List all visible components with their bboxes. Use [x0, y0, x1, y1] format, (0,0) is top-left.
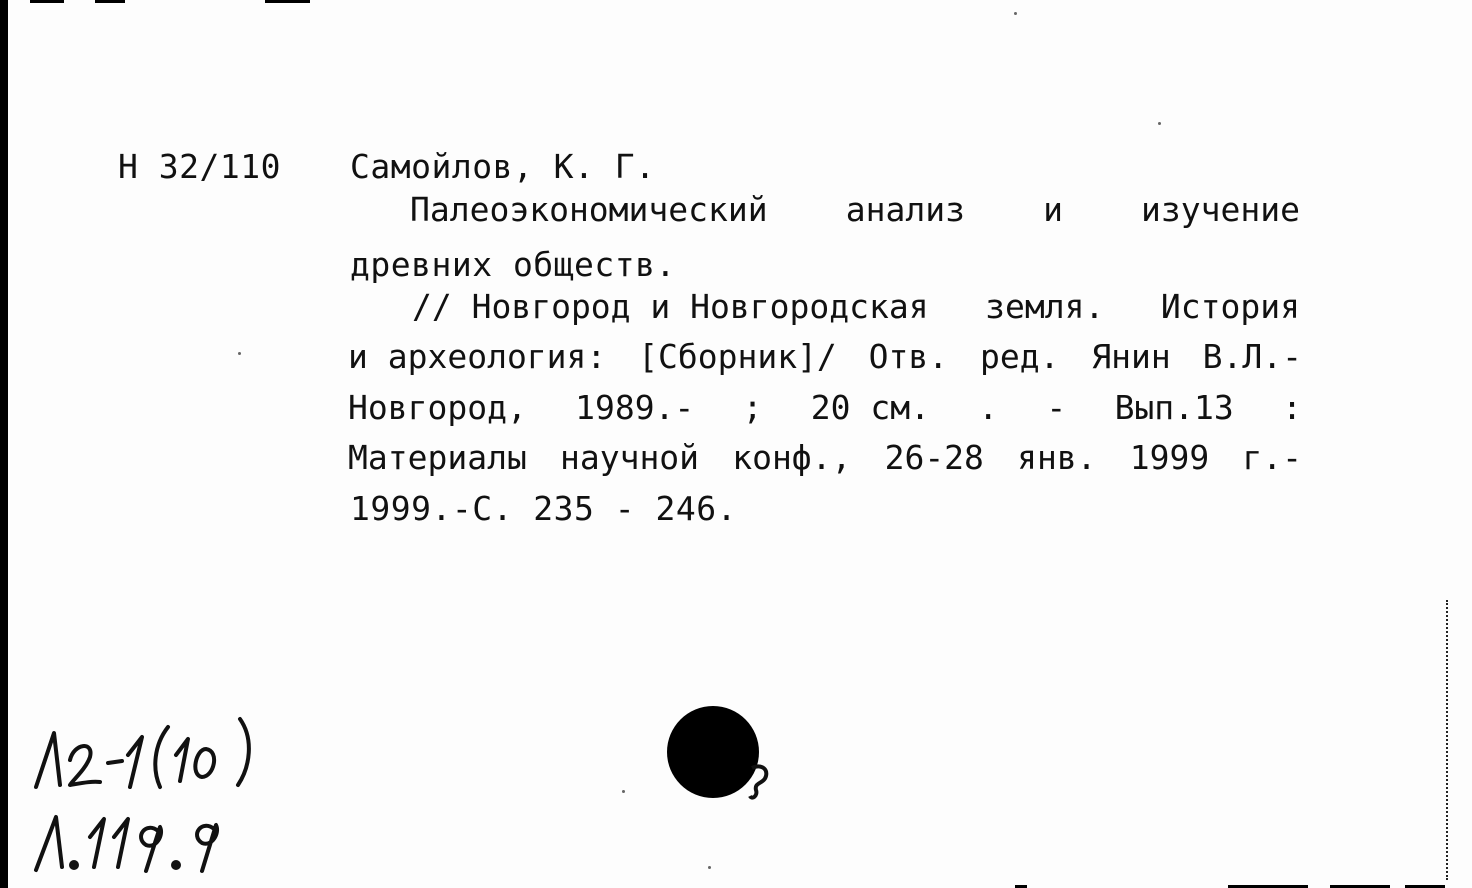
source-word: История — [1160, 287, 1300, 326]
source-word: Материалы — [348, 438, 527, 477]
source-word: и археология: — [348, 337, 607, 376]
source-word: В.Л.- — [1202, 337, 1302, 376]
source-word: 1999 — [1129, 438, 1210, 477]
scan-speck — [708, 866, 711, 869]
source-word: // Новгород и Новгородская — [412, 287, 929, 326]
source-word: - — [1046, 388, 1067, 427]
source-word: г.- — [1242, 438, 1302, 477]
title-word: и — [1043, 190, 1063, 229]
shelfmark: Н 32/110 — [118, 147, 281, 186]
source-word: . — [978, 388, 999, 427]
title-word: анализ — [845, 190, 965, 229]
title-word: Палеоэкономический — [410, 190, 768, 229]
source-word: ; — [742, 388, 763, 427]
title-line-2: древних обществ. — [350, 245, 676, 284]
source-word: земля. — [985, 287, 1105, 326]
source-word: [Сборник]/ — [638, 337, 837, 376]
source-line-1 — [412, 287, 1300, 326]
source-word: Новгород, — [348, 388, 527, 427]
scan-speck — [622, 790, 625, 793]
source-line-3 — [348, 388, 1302, 427]
source-word: : — [1282, 388, 1302, 427]
title-word: изучение — [1141, 190, 1300, 229]
card-right-edge — [1446, 600, 1450, 880]
source-word: научной — [559, 438, 700, 477]
source-word: 1989.- — [575, 388, 695, 427]
source-line-2 — [348, 337, 1302, 376]
source-word: конф., — [732, 438, 852, 477]
handwritten-notes — [30, 705, 290, 880]
source-line-4 — [348, 438, 1302, 477]
source-word: 20 см. — [810, 388, 930, 427]
author: Самойлов, К. Г. — [350, 147, 656, 186]
punched-hole — [667, 706, 759, 798]
scan-speck — [1014, 12, 1017, 15]
scan-speck — [1158, 122, 1161, 125]
scan-speck — [238, 352, 241, 355]
source-word: 26-28 — [884, 438, 984, 477]
card-left-border — [0, 0, 8, 888]
source-word: ред. — [979, 337, 1060, 376]
hole-mark — [748, 762, 774, 802]
source-word: Отв. — [868, 337, 949, 376]
source-word: Янин — [1091, 337, 1171, 376]
title-line-1 — [410, 190, 1300, 229]
source-word: Вып.13 — [1114, 388, 1234, 427]
source-word: янв. — [1017, 438, 1097, 477]
source-line-5: 1999.-С. 235 - 246. — [350, 489, 737, 528]
